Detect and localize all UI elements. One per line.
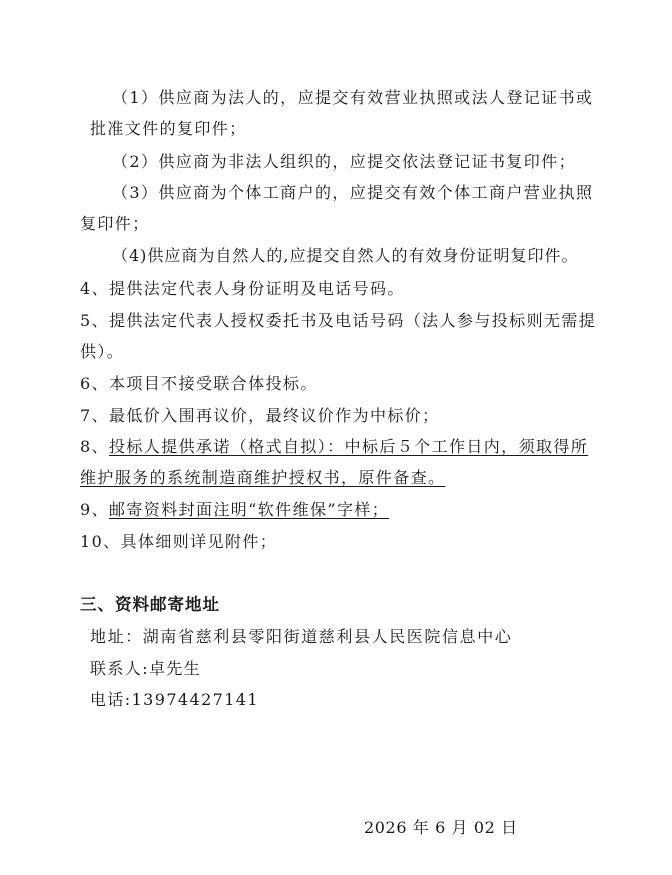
point-9: [80, 500, 389, 520]
requirement-item-1-line-2: 批准文件的复印件；: [90, 119, 247, 138]
requirement-item-3-line-1: （3）供应商为个体工商户的，应提交有效个体工商户营业执照: [112, 183, 594, 202]
point-9-prefix: 9、: [80, 500, 109, 519]
document-date: 2026 年 6 月 02 日: [364, 818, 518, 837]
requirement-item-2: （2）供应商为非法人组织的，应提交依法登记证书复印件；: [112, 152, 576, 171]
point-4: 4、提供法定代表人身份证明及电话号码。: [80, 279, 405, 298]
point-8-commitment-text: 投标人提供承诺（格式自拟）：中标后５个工作日内，须取得所: [108, 437, 589, 456]
requirement-item-4: （4)供应商为自然人的,应提交自然人的有效身份证明复印件。: [112, 246, 579, 265]
point-5-line-2: 供）。: [80, 342, 125, 361]
mailing-address: 地址：湖南省慈利县零阳街道慈利县人民医院信息中心: [90, 627, 513, 646]
point-10: 10、具体细则详见附件；: [80, 532, 278, 551]
point-6: 6、本项目不接受联合体投标。: [80, 374, 318, 393]
point-7: 7、最低价入围再议价，最终议价作为中标价；: [80, 406, 440, 425]
point-8-line-2: 维护服务的系统制造商维护授权书，原件备查。: [80, 468, 446, 487]
point-5-line-1: 5、提供法定代表人授权委托书及电话号码（法人参与投标则无需提: [80, 311, 597, 330]
contact-person: 联系人:卓先生: [90, 659, 202, 678]
section-3-heading: 三、资料邮寄地址: [80, 595, 220, 614]
point-8-prefix: 8、: [80, 437, 109, 456]
contact-phone: 电话:13974427141: [90, 690, 259, 709]
requirement-item-3-line-2: 复印件；: [80, 214, 150, 233]
point-8-line-1: [80, 437, 588, 457]
requirement-item-1-line-1: （1）供应商为法人的，应提交有效营业执照或法人登记证书或: [112, 88, 594, 107]
point-9-text: 邮寄资料封面注明“软件维保”字样；: [108, 500, 390, 519]
